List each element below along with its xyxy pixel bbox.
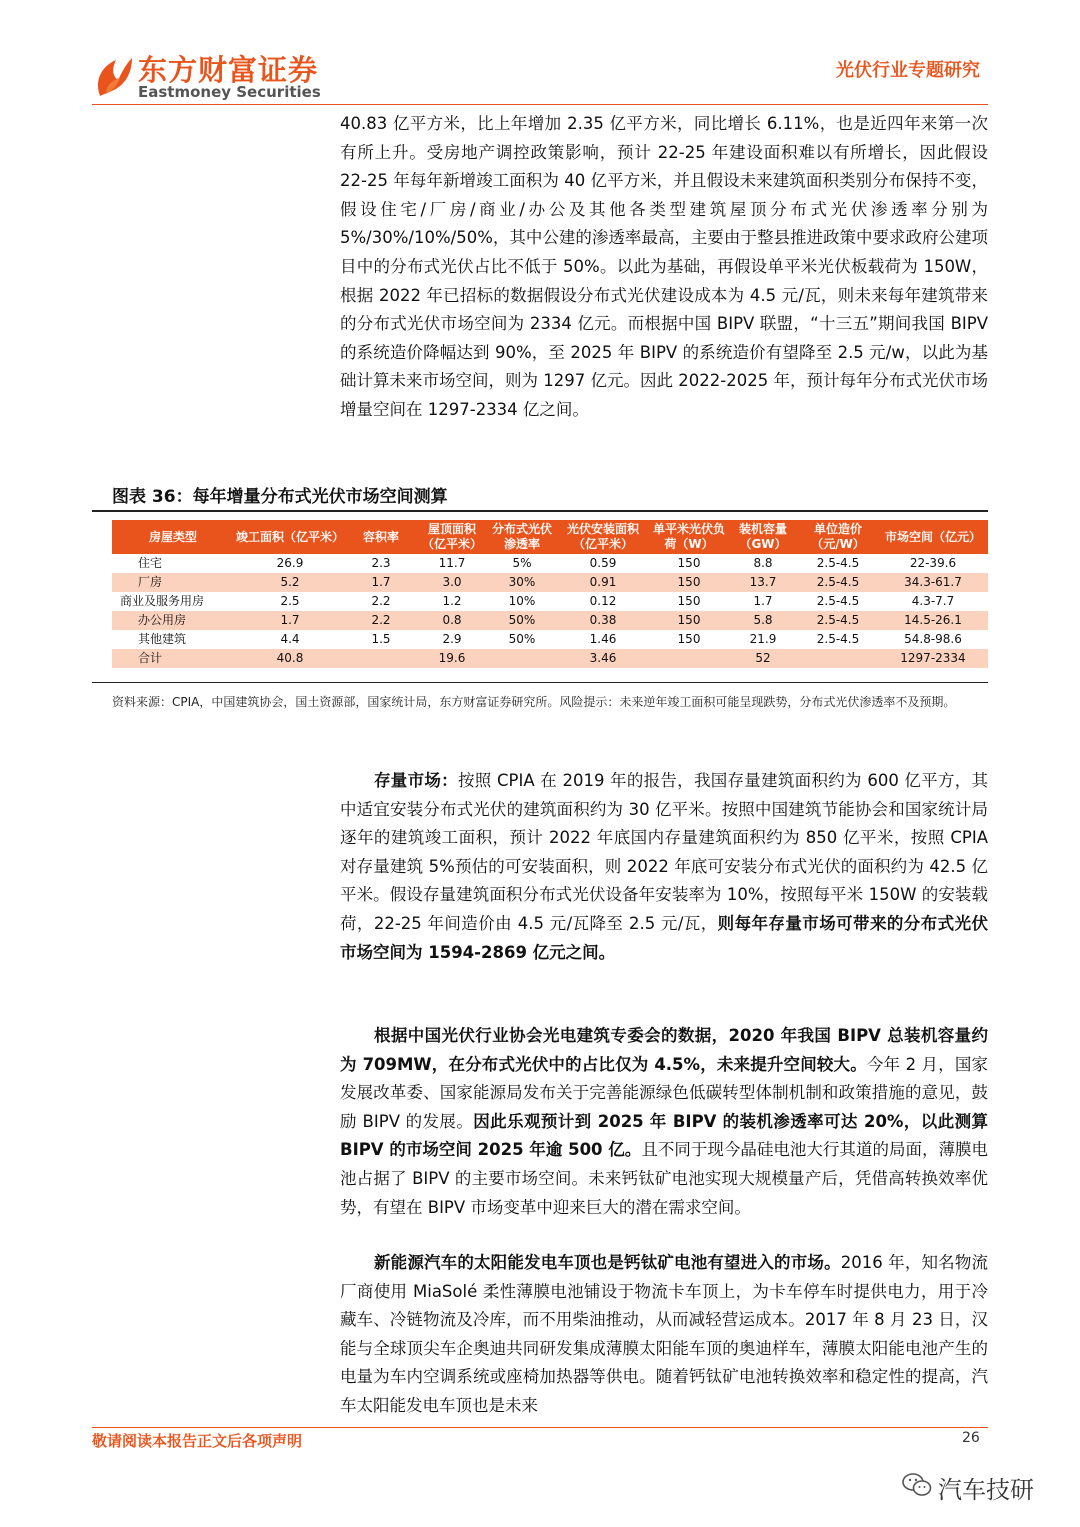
table-cell: 52 bbox=[728, 649, 798, 668]
bipv-policy: 今年 2 月，国家发展改革委、国家能源局发布关于完善能源绿色低碳转型体制机制和政策措施的意见，鼓励 BIPV 的发展。 bbox=[340, 1054, 989, 1131]
table-cell: 4.3-7.7 bbox=[911, 594, 955, 608]
paragraph-stock-market bbox=[340, 767, 988, 967]
table-cell bbox=[488, 649, 556, 668]
table-cell: 150 bbox=[650, 611, 728, 630]
col-header: 容积率 bbox=[346, 520, 416, 554]
table-row bbox=[112, 573, 988, 592]
footer-rule bbox=[92, 1427, 988, 1428]
table-cell: 30% bbox=[488, 573, 556, 592]
watermark bbox=[902, 1466, 1062, 1506]
table-cell: 3.46 bbox=[556, 649, 650, 668]
table-cell: 2.5 bbox=[280, 594, 300, 608]
brand-name-cn: 东方财富证券 bbox=[138, 53, 319, 87]
col-header: 装机容量（GW） bbox=[728, 520, 798, 554]
table-cell: 2.5-4.5 bbox=[798, 573, 878, 592]
stock-market-lead: 存量市场： bbox=[374, 771, 458, 790]
wechat-icon bbox=[902, 1472, 932, 1498]
stock-market-body: 按照 CPIA 在 2019 年的报告，我国存量建筑面积约为 600 亿平方，其中适宜安装分布式光伏的建筑面积约为 30 亿平米。按照中国建筑节能协会和国家统计局逐年的建筑竣工面积，预计 2022 年底国内存量建筑面积约为 850 亿平米，按照 CPIA 对存量建筑 5%预估的可安装面积，则 2022 年底可安装分布式光伏的面积约为 42.5 亿平米。假设存量建筑面积分布式光伏设备年安装率为 10%，按照每平米 150W 的安装载荷，22-25 年间造价由 4.5 元/瓦降至 2.5 元/瓦， bbox=[340, 771, 988, 933]
bipv-tail: 且不同于现今晶硅电池大行其道的局面，薄膜电池占据了 BIPV 的主要市场空间。未来钙钛矿电池实现大规模量产后，凭借高转换效率优势，有望在 BIPV 市场变革中迎来巨大的潜在需求空间。 bbox=[340, 1140, 989, 1217]
table-row bbox=[112, 554, 988, 573]
figure-top-rule bbox=[92, 510, 988, 512]
table-cell: 150 bbox=[677, 594, 701, 608]
paragraph-vehicle-roof bbox=[340, 1249, 988, 1421]
table-cell: 0.12 bbox=[589, 594, 617, 608]
figure-title: 图表 36：每年增量分布式光伏市场空间测算 bbox=[112, 487, 448, 507]
col-header: 分布式光伏渗透率 bbox=[488, 520, 556, 554]
figure-source-note: 资料来源：CPIA，中国建筑协会，国土资源部，国家统计局，东方财富证券研究所。风险提示：未来逆年竣工面积可能呈现跌势，分布式光伏渗透率不及预期。 bbox=[112, 695, 956, 709]
table-total-row bbox=[112, 649, 988, 668]
table-cell: 2.5-4.5 bbox=[816, 632, 860, 646]
table-cell: 2.2 bbox=[346, 611, 416, 630]
table-cell: 5.2 bbox=[234, 573, 346, 592]
table-cell: 1.46 bbox=[589, 632, 617, 646]
table-row bbox=[112, 611, 988, 630]
table-cell: 2.2 bbox=[371, 594, 391, 608]
table-row bbox=[112, 592, 988, 611]
table-cell: 2.9 bbox=[442, 632, 462, 646]
table-cell: 1.7 bbox=[346, 573, 416, 592]
table-cell bbox=[650, 649, 728, 668]
table-cell: 2.5-4.5 bbox=[816, 594, 860, 608]
table-cell: 26.9 bbox=[276, 556, 304, 570]
page-number: 26 bbox=[962, 1430, 980, 1446]
table-cell: 1.2 bbox=[442, 594, 462, 608]
table-cell: 5% bbox=[512, 556, 532, 570]
col-header: 竣工面积（亿平米） bbox=[234, 520, 346, 554]
table-cell: 厂房 bbox=[112, 573, 234, 592]
bipv-forecast: 因此乐观预计到 2025 年 BIPV 的装机渗透率可达 20%，以此测算 BIPV 的市场空间 2025 年逾 500 亿。 bbox=[340, 1111, 988, 1160]
table-cell: 150 bbox=[677, 632, 701, 646]
table-cell bbox=[798, 649, 878, 668]
vehicle-roof-lead: 新能源汽车的太阳能发电车顶也是钙钛矿电池有望进入的市场。 bbox=[374, 1253, 841, 1272]
table-cell: 2.5-4.5 bbox=[816, 556, 860, 570]
table-cell: 0.38 bbox=[556, 611, 650, 630]
table-cell: 合计 bbox=[112, 649, 234, 668]
table-cell: 40.8 bbox=[234, 649, 346, 668]
report-topic: 光伏行业专题研究 bbox=[836, 60, 980, 81]
table-cell: 21.9 bbox=[749, 632, 777, 646]
table-cell: 3.0 bbox=[416, 573, 488, 592]
col-header: 屋顶面积（亿平米） bbox=[416, 520, 488, 554]
table-cell: 19.6 bbox=[416, 649, 488, 668]
table-cell: 4.4 bbox=[280, 632, 300, 646]
table-cell: 1.7 bbox=[753, 594, 773, 608]
brand-name-en: Eastmoney Securities bbox=[138, 83, 321, 101]
table-cell: 其他建筑 bbox=[138, 632, 187, 646]
paragraph-bipv bbox=[340, 1022, 988, 1222]
table-cell: 54.8-98.6 bbox=[904, 632, 962, 646]
table-cell: 50% bbox=[508, 632, 536, 646]
table-cell: 2.5-4.5 bbox=[798, 611, 878, 630]
watermark-text: 汽车技研 bbox=[938, 1476, 1034, 1504]
table-cell: 0.91 bbox=[556, 573, 650, 592]
table-cell: 50% bbox=[488, 611, 556, 630]
table-cell: 34.3-61.7 bbox=[878, 573, 988, 592]
col-header: 光伏安装面积（亿平米） bbox=[556, 520, 650, 554]
table-cell: 0.8 bbox=[416, 611, 488, 630]
table-cell: 150 bbox=[650, 573, 728, 592]
disclaimer-note: 敬请阅读本报告正文后各项声明 bbox=[92, 1432, 303, 1450]
table-cell: 2.3 bbox=[371, 556, 391, 570]
table-cell: 10% bbox=[508, 594, 536, 608]
market-space-table bbox=[112, 520, 988, 668]
col-header: 单平米光伏负荷（W） bbox=[650, 520, 728, 554]
table-cell: 5.8 bbox=[728, 611, 798, 630]
table-row bbox=[112, 630, 988, 649]
table-cell bbox=[346, 649, 416, 668]
col-header: 市场空间（亿元） bbox=[878, 520, 988, 554]
vehicle-roof-body: 2016 年，知名物流厂商使用 MiaSolé 柔性薄膜电池铺设于物流卡车顶上，为卡车停车时提供电力，用于冷藏车、冷链物流及冷库，而不用柴油推动，从而减轻营运成本。2017 年 8 月 23 日，汉能与全球顶尖车企奥迪共同研发集成薄膜太阳能车顶的奥迪样车，薄膜太阳能电池产生的电量为车内空调系统或座椅加热器等供电。随着钙钛矿电池转换效率和稳定性的提高，汽车太阳能发电车顶也是未来 bbox=[340, 1253, 989, 1415]
table-cell: 11.7 bbox=[438, 556, 466, 570]
stock-market-conclusion: 则每年存量市场可带来的分布式光伏市场空间为 1594-2869 亿元之间。 bbox=[340, 913, 988, 962]
page-header bbox=[0, 0, 1080, 108]
table-cell: 13.7 bbox=[728, 573, 798, 592]
col-header: 单位造价（元/W） bbox=[798, 520, 878, 554]
table-cell: 1.5 bbox=[371, 632, 391, 646]
table-cell: 商业及服务用房 bbox=[120, 594, 205, 608]
paragraph-new-buildings: 40.83 亿平方米，比上年增加 2.35 亿平方米，同比增长 6.11%，也是近四年来第一次有所上升。受房地产调控政策影响，预计 22-25 年建设面积难以有所增长，因此假设 22-25 年每年新增竣工面积为 40 亿平方米，并且假设未来建筑面积类别分布保持不变，假设住宅/厂房/商业/办公及其他各类型建筑屋顶分布式光伏渗透率分别为 5%/30%/10%/50%，其中公建的渗透率最高，主要由于整县推进政策中要求政府公建项目中的分布式光伏占比不低于 50%。以此为基础，再假设单平米光伏板载荷为 150W，根据 2022 年已招标的数据假设分布式光伏建设成本为 4.5 元/瓦，则未来每年建筑带来的分布式光伏市场空间为 2334 亿元。而根据中国 BIPV 联盟，“十三五”期间我国 BIPV 的系统造价降幅达到 90%，至 2025 年 BIPV 的系统造价有望降至 2.5 元/w，以此为基础计算未来市场空间，则为 1297 亿元。因此 2022-2025 年，预计每年分布式光伏市场增量空间在 1297-2334 亿之间。 bbox=[340, 114, 988, 419]
table-cell: 住宅 bbox=[138, 556, 163, 570]
table-cell: 1.7 bbox=[234, 611, 346, 630]
table-cell: 0.59 bbox=[589, 556, 617, 570]
table-cell: 22-39.6 bbox=[909, 556, 957, 570]
eastmoney-logo-icon bbox=[92, 50, 134, 100]
table-cell: 150 bbox=[677, 556, 701, 570]
bipv-lead: 根据中国光伏行业协会光电建筑专委会的数据，2020 年我国 BIPV 总装机容量约为 709MW，在分布式光伏中的占比仅为 4.5%，未来提升空间较大。 bbox=[340, 1026, 988, 1074]
figure-bottom-rule bbox=[92, 682, 988, 683]
table-header-row bbox=[112, 520, 988, 554]
table-cell: 办公用房 bbox=[112, 611, 234, 630]
col-header: 房屋类型 bbox=[112, 520, 234, 554]
table-cell: 1297-2334 bbox=[878, 649, 988, 668]
table-cell: 14.5-26.1 bbox=[878, 611, 988, 630]
header-rule bbox=[92, 104, 988, 105]
table-cell: 8.8 bbox=[753, 556, 773, 570]
